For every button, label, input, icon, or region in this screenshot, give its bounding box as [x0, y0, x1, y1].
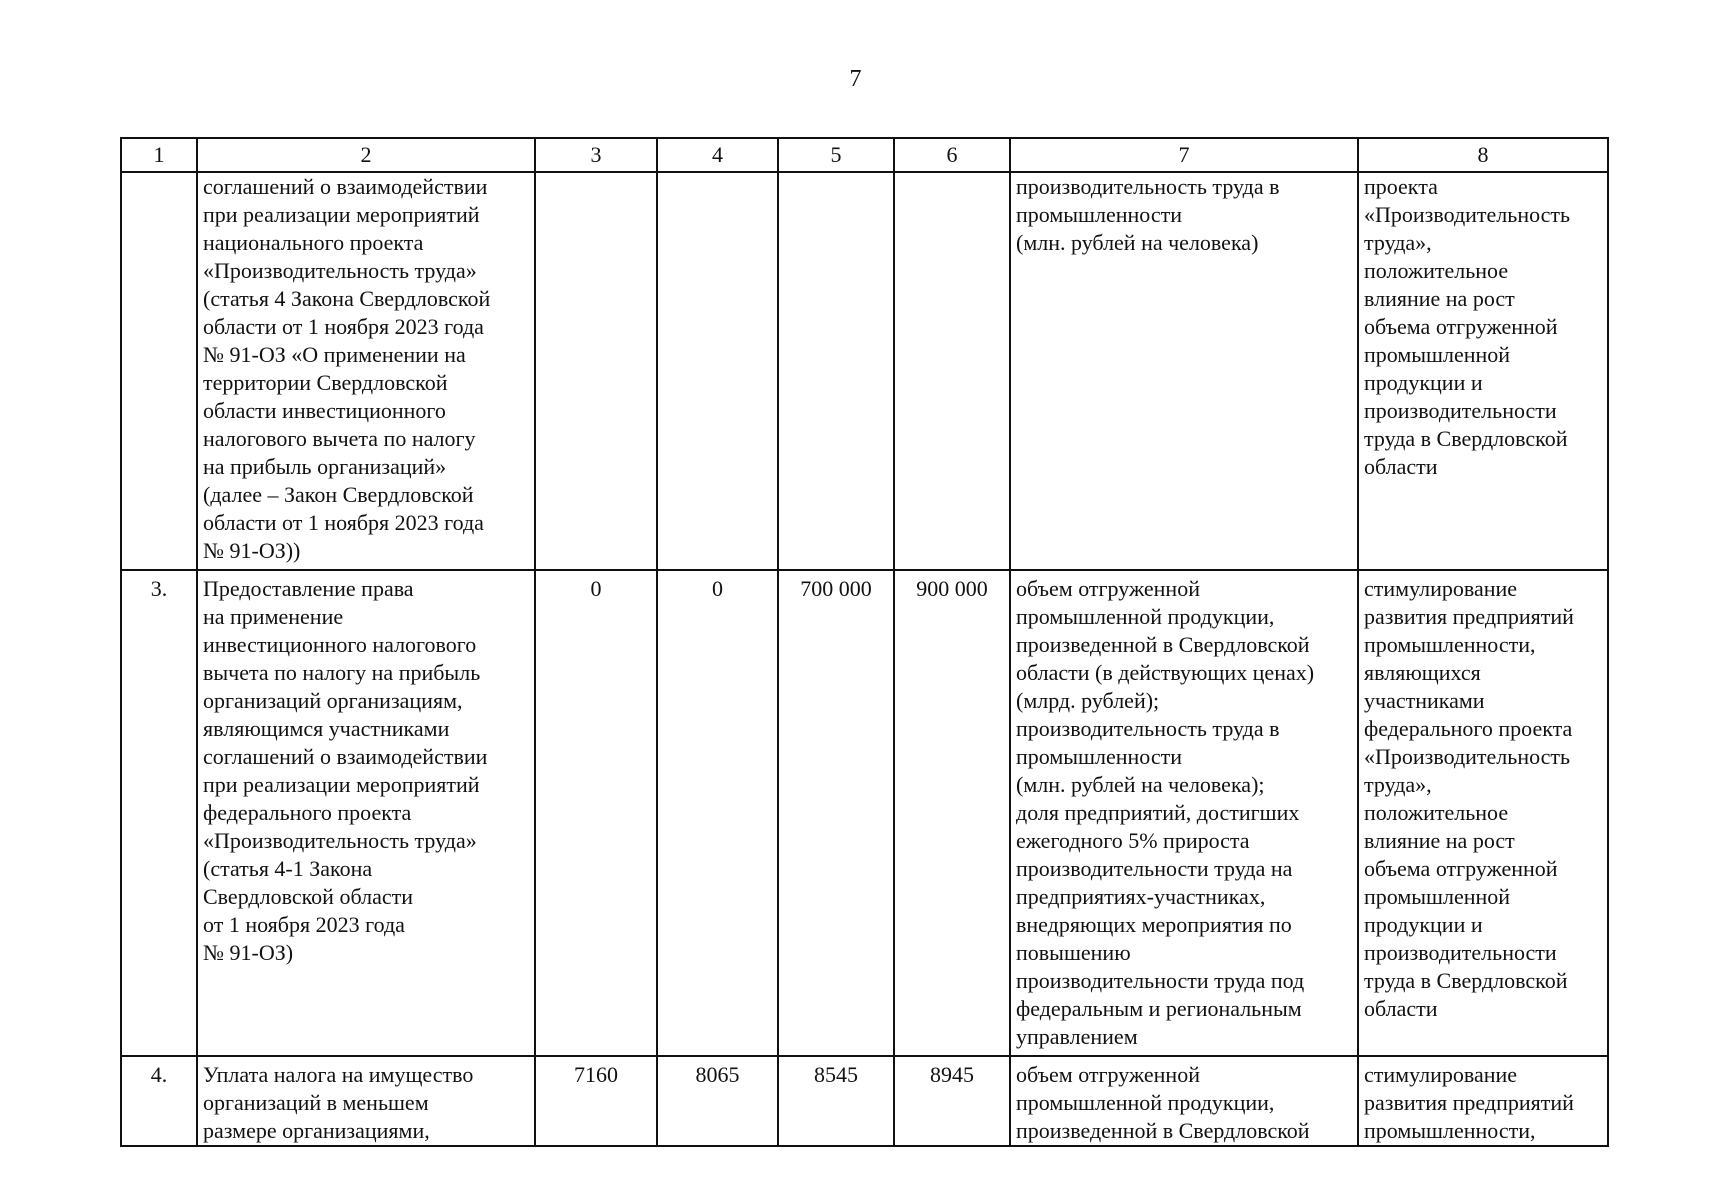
header-cell-8: 8	[1358, 138, 1608, 172]
measure-description: соглашений о взаимодействии при реализации мероприятий национального проекта «Производительность труда» (статья 4 Закона Свердловской области от 1 ноября 2023 года № 91-ОЗ «О применении на территории Свердловской области инвестиционного налогового вычета по налогу на прибыль организаций» (далее – Закон Свердловской области от 1 ноября 2023 года № 91-ОЗ))	[197, 172, 535, 570]
value-col-5	[778, 172, 894, 570]
table-row	[121, 570, 1608, 1056]
header-cell-4: 4	[657, 138, 778, 172]
row-number: 4.	[121, 1056, 197, 1146]
effect-text: стимулирование развития предприятий промышленности, являющихся участниками федерального проекта «Производительность труда», положительное влияние на рост объема отгруженной промышленной продукции и производительности труда в Свердловской области	[1358, 570, 1608, 1056]
row-number	[121, 172, 197, 570]
table-header-row	[121, 138, 1608, 172]
value-col-4	[657, 172, 778, 570]
measures-table	[120, 137, 1609, 1147]
value-col-4: 0	[657, 570, 778, 1056]
measure-description: Уплата налога на имущество организаций в меньшем размере организациями,	[197, 1056, 535, 1146]
header-cell-7: 7	[1010, 138, 1358, 172]
value-col-3: 0	[535, 570, 657, 1056]
value-col-3	[535, 172, 657, 570]
header-cell-2: 2	[197, 138, 535, 172]
measure-description: Предоставление права на применение инвестиционного налогового вычета по налогу на прибыль организаций организациям, являющимся участниками соглашений о взаимодействии при реализации мероприятий федерального проекта «Производительность труда» (статья 4-1 Закона Свердловской области от 1 ноября 2023 года № 91-ОЗ)	[197, 570, 535, 1056]
value-col-6: 900 000	[894, 570, 1010, 1056]
table-row	[121, 1056, 1608, 1146]
value-col-4: 8065	[657, 1056, 778, 1146]
effect-text: проекта «Производительность труда», положительное влияние на рост объема отгруженной промышленной продукции и производительности труда в Свердловской области	[1358, 172, 1608, 570]
effect-text: стимулирование развития предприятий промышленности,	[1358, 1056, 1608, 1146]
value-col-6: 8945	[894, 1056, 1010, 1146]
value-col-5: 700 000	[778, 570, 894, 1056]
indicator-text: объем отгруженной промышленной продукции, произведенной в Свердловской области (в действующих ценах) (млрд. рублей); производительность труда в промышленности (млн. рублей на человека); доля предприятий, достигших ежегодного 5% прироста производительности труда на предприятиях-участниках, внедряющих мероприятия по повышению производительности труда под федеральным и региональным управлением	[1010, 570, 1358, 1056]
header-cell-3: 3	[535, 138, 657, 172]
header-cell-5: 5	[778, 138, 894, 172]
row-number: 3.	[121, 570, 197, 1056]
page-number: 7	[849, 66, 862, 92]
indicator-text: объем отгруженной промышленной продукции, произведенной в Свердловской	[1010, 1056, 1358, 1146]
value-col-6	[894, 172, 1010, 570]
table-row	[121, 172, 1608, 570]
indicator-text: производительность труда в промышленности (млн. рублей на человека)	[1010, 172, 1358, 570]
header-cell-6: 6	[894, 138, 1010, 172]
header-cell-1: 1	[121, 138, 197, 172]
value-col-3: 7160	[535, 1056, 657, 1146]
value-col-5: 8545	[778, 1056, 894, 1146]
